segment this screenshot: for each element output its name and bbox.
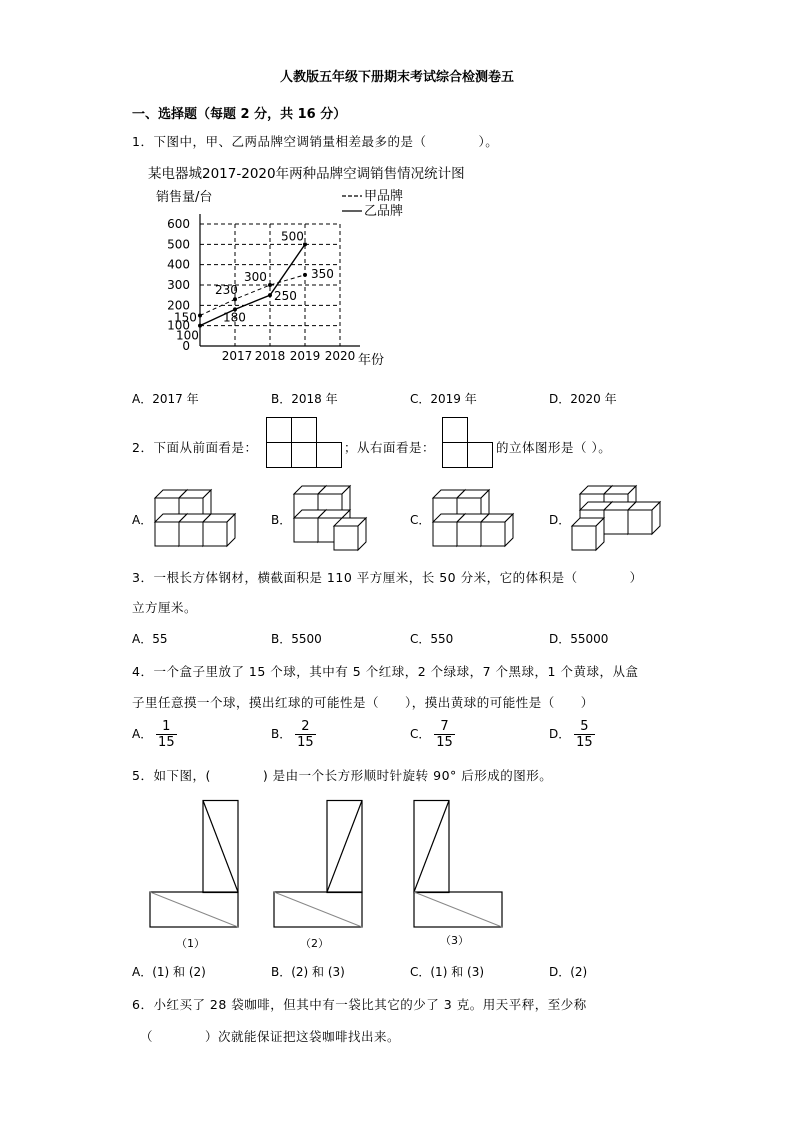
y-tick-label: 400 (167, 257, 190, 272)
y-tick-label: 0 (182, 339, 190, 353)
q1-option-a[interactable]: A．2017 年 (132, 392, 199, 406)
figure-1-caption: （1） (176, 937, 205, 950)
y-tick-label: 100 (167, 318, 190, 333)
y-tick-label: 200 (167, 298, 190, 313)
legend-label: 乙品牌 (364, 204, 404, 219)
question-5-stem: 5．如下图，( ) 是由一个长方形顺时针旋转 90° 后形成的图形。 (132, 768, 553, 783)
denominator: 15 (297, 735, 314, 750)
cube (334, 518, 366, 550)
rotation-figure-1 (148, 800, 243, 930)
q4-option-c-letter: C． (410, 727, 431, 741)
figure-2-caption: （2） (300, 937, 329, 950)
page-title: 人教版五年级下册期末考试综合检测卷五 (279, 70, 514, 85)
data-label: 250 (274, 289, 297, 304)
q5-option-c[interactable]: C．(1) 和 (3) (410, 965, 485, 979)
question-4-stem-line2: 子里任意摸一个球，摸出红球的可能性是（ ），摸出黄球的可能性是（ ） (132, 695, 594, 710)
question-3-stem-line1: 3．一根长方体钢材，横截面积是 110 平方厘米，长 50 分米，它的体积是（ ） (132, 570, 643, 585)
denominator: 15 (576, 735, 593, 750)
fraction (434, 719, 455, 750)
q1-option-b[interactable]: B．2018 年 (271, 392, 338, 406)
section-heading: 一、选择题（每题 2 分，共 16 分） (132, 107, 347, 122)
data-label: 300 (244, 270, 267, 285)
q2-option-c-cubes (431, 488, 516, 548)
question-2-stem-c: 的立体图形是（ ）。 (496, 440, 612, 455)
data-point (303, 273, 307, 277)
question-6-stem-line1: 6．小红买了 28 袋咖啡，但其中有一袋比其它的少了 3 克。用天平秤，至少称 (132, 997, 587, 1012)
x-tick-label: 2018 (254, 349, 286, 363)
x-axis-label: 年份 (358, 353, 385, 368)
y-axis-label: 销售量/台 (156, 190, 213, 205)
q5-option-d[interactable]: D．(2) (549, 965, 588, 979)
q4-option-c[interactable] (410, 719, 455, 750)
q4-option-a-letter: A． (132, 727, 153, 741)
numerator: 5 (574, 719, 595, 735)
data-label: 180 (223, 310, 246, 325)
cube (572, 518, 604, 550)
q3-option-c[interactable]: C．550 (410, 632, 454, 646)
q3-option-d[interactable]: D．55000 (549, 632, 609, 646)
numerator: 7 (434, 719, 455, 735)
question-6-stem-line2: （ ）次就能保证把这袋咖啡找出来。 (140, 1029, 401, 1044)
y-tick-label: 600 (167, 217, 190, 232)
fraction (574, 719, 595, 750)
q2-option-a[interactable]: A． (132, 513, 153, 527)
q4-option-b-letter: B． (271, 727, 292, 741)
q1-option-d[interactable]: D．2020 年 (549, 392, 617, 406)
q3-option-a[interactable]: A．55 (132, 632, 168, 646)
x-tick-label: 2020 (324, 349, 356, 363)
data-point (198, 324, 202, 328)
data-label: 150 (174, 310, 197, 325)
data-label: 350 (311, 266, 334, 281)
question-3-stem-line2: 立方厘米。 (132, 600, 198, 615)
rotation-figure-2 (272, 800, 367, 930)
q3-option-b[interactable]: B．5500 (271, 632, 322, 646)
question-4-stem-line1: 4．一个盒子里放了 15 个球，其中有 5 个红球，2 个绿球，7 个黑球，1 个黄球，从盒 (132, 664, 639, 679)
y-tick-label: 300 (167, 278, 190, 293)
cube (203, 514, 235, 546)
data-label: 500 (281, 229, 304, 244)
q2-option-d-cubes (570, 485, 665, 550)
q5-option-a[interactable]: A．(1) 和 (2) (132, 965, 206, 979)
numerator: 1 (156, 719, 177, 735)
question-2-stem-b: ；从右面看是： (344, 440, 436, 455)
legend-label: 甲品牌 (364, 189, 404, 204)
rotation-figure-3 (412, 800, 507, 930)
q2-option-b-cubes (292, 485, 377, 550)
q2-option-c[interactable]: C． (410, 513, 431, 527)
denominator: 15 (436, 735, 453, 750)
data-label: 230 (215, 283, 238, 298)
question-1-stem: 1．下图中，甲、乙两品牌空调销量相差最多的是（ ）。 (132, 134, 499, 149)
q4-option-b[interactable] (271, 719, 316, 750)
q4-option-d-letter: D． (549, 727, 571, 741)
x-tick-label: 2019 (289, 349, 321, 363)
q2-option-b[interactable]: B． (271, 513, 292, 527)
q2-option-d[interactable]: D． (549, 513, 571, 527)
y-tick-label: 500 (167, 237, 190, 252)
q4-option-a[interactable] (132, 719, 177, 750)
data-point (268, 283, 272, 287)
fraction (156, 719, 177, 750)
data-label: 100 (176, 328, 199, 343)
data-point (233, 297, 237, 301)
q4-option-d[interactable] (549, 719, 595, 750)
question-2-stem-a: 2．下面从前面看是： (132, 440, 258, 455)
denominator: 15 (158, 735, 175, 750)
q5-option-b[interactable]: B．(2) 和 (3) (271, 965, 345, 979)
front-view-figure (266, 417, 344, 469)
data-point (268, 293, 272, 297)
figure-3-caption: （3） (440, 934, 469, 947)
data-point (198, 314, 202, 318)
chart-title: 某电器城2017-2020年两种品牌空调销售情况统计图 (148, 166, 465, 182)
cube (628, 502, 660, 534)
q1-option-c[interactable]: C．2019 年 (410, 392, 477, 406)
cube (481, 514, 513, 546)
numerator: 2 (295, 719, 316, 735)
x-tick-label: 2017 (221, 349, 253, 363)
right-view-figure (442, 417, 496, 469)
fraction (295, 719, 316, 750)
line-chart (150, 180, 410, 380)
q2-option-a-cubes (153, 488, 238, 548)
